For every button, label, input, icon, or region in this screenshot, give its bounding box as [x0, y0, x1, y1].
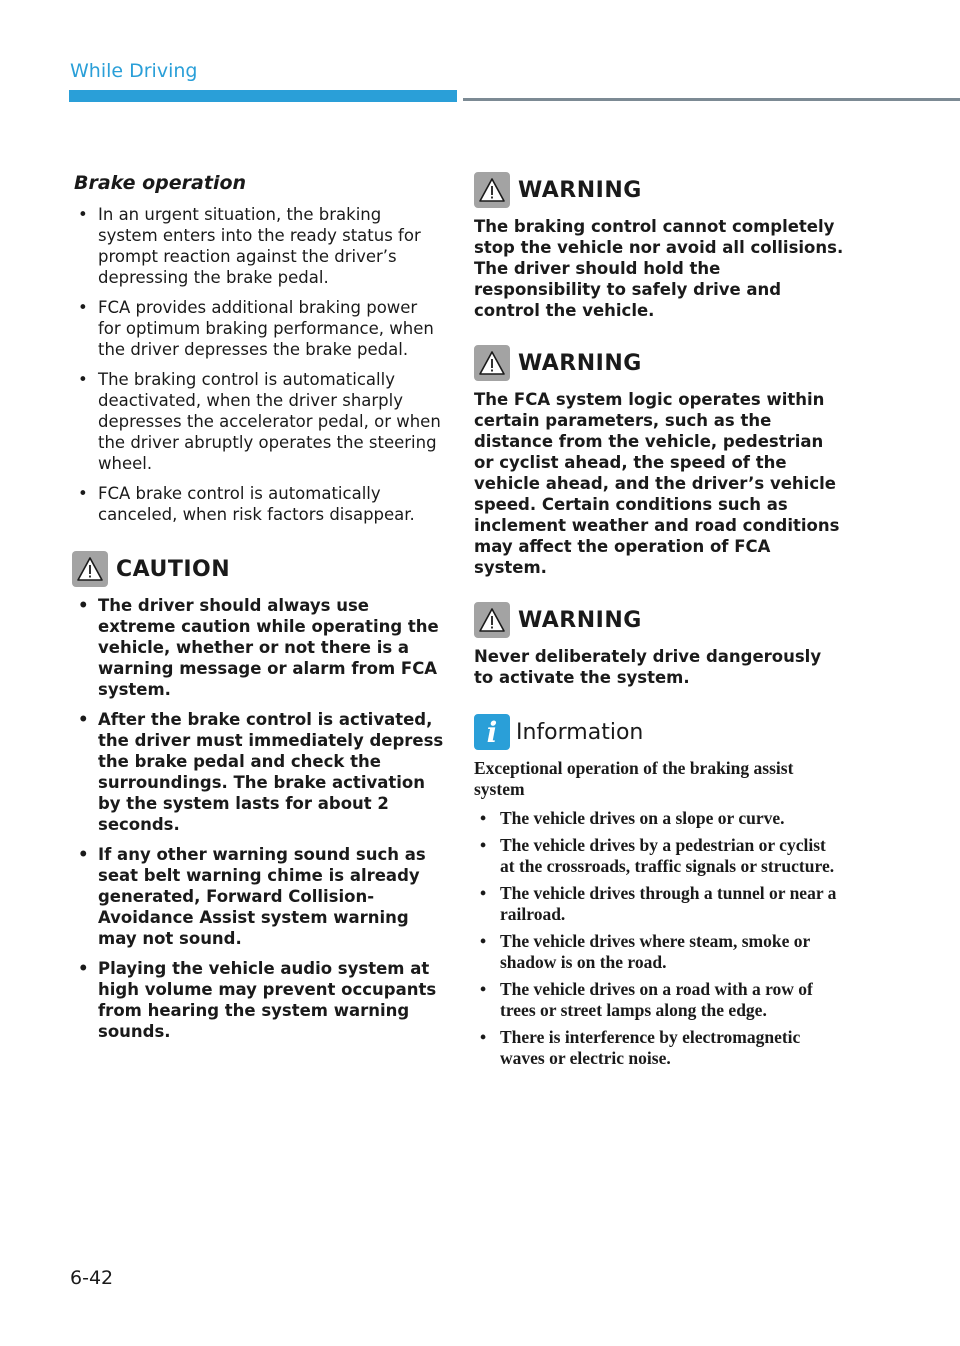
list-item: • The driver should always use extreme caution while operating the vehicle, whether or not there is a warning message or alarm from FCA system. [72, 595, 444, 700]
header-accent-rule [69, 90, 457, 102]
warning-text-1: The braking control cannot completely stop the vehicle nor avoid all collisions. The driver should hold the responsibility to safely drive and control the vehicle. [474, 217, 844, 320]
warning-label: WARNING [518, 607, 642, 633]
list-item: • Playing the vehicle audio system at high volume may prevent occupants from hearing the system warning sounds. [72, 958, 444, 1042]
list-item: • The braking control is automatically deactivated, when the driver sharply depresses the accelerator pedal, or when the driver abruptly operates the steering wheel. [72, 369, 444, 474]
header-divider-rule [463, 98, 960, 101]
warning-header-1 [474, 172, 844, 208]
list-item: • The vehicle drives by a pedestrian or cyclist at the crossroads, traffic signals or structure. [474, 835, 844, 877]
page-number: 6-42 [70, 1267, 114, 1289]
caution-header [72, 551, 444, 587]
warning-label: WARNING [518, 177, 642, 203]
list-item: • In an urgent situation, the braking system enters into the ready status for prompt reaction against the driver’s depressing the brake pedal. [72, 204, 444, 288]
list-item: • The vehicle drives on a road with a row of trees or street lamps along the edge. [474, 979, 844, 1021]
warning-triangle-icon [72, 551, 108, 587]
information-list [474, 808, 844, 1069]
list-item: • If any other warning sound such as seat belt warning chime is already generated, Forward Collision-Avoidance Assist system warning may not sound. [72, 844, 444, 949]
warning-triangle-icon [474, 345, 510, 381]
right-column [474, 172, 844, 1075]
warning-label: WARNING [518, 350, 642, 376]
warning-header-3 [474, 602, 844, 638]
list-item: • After the brake control is activated, the driver must immediately depress the brake pedal and check the surroundings. The brake activation by the system lasts for about 2 seconds. [72, 709, 444, 835]
brake-operation-title: Brake operation [74, 172, 247, 194]
list-item: • The vehicle drives through a tunnel or near a railroad. [474, 883, 844, 925]
list-item: • FCA brake control is automatically canceled, when risk factors disappear. [72, 483, 444, 525]
list-item: • The vehicle drives where steam, smoke or shadow is on the road. [474, 931, 844, 973]
warning-text-3: Never deliberately drive dangerously to activate the system. [474, 647, 822, 687]
information-label: Information [516, 719, 644, 745]
warning-header-2 [474, 345, 844, 381]
warning-triangle-icon [474, 602, 510, 638]
caution-label: CAUTION [116, 556, 231, 582]
brake-operation-list [72, 204, 444, 525]
info-icon: i [474, 714, 510, 750]
warning-text-2: The FCA system logic operates within certain parameters, such as the distance from the vehicle, pedestrian or cyclist ahead, the speed of the vehicle ahead, and the driver’s vehicle speed. Certain conditions such as inclement weather and road conditions may affect the operation of FCA system. [474, 390, 840, 577]
caution-list [72, 595, 444, 1042]
left-column [72, 172, 444, 1051]
information-header [474, 714, 844, 750]
information-intro: Exceptional operation of the braking assist system [474, 758, 794, 799]
list-item: • There is interference by electromagnetic waves or electric noise. [474, 1027, 844, 1069]
warning-triangle-icon [474, 172, 510, 208]
section-header-title: While Driving [70, 60, 198, 82]
list-item: • The vehicle drives on a slope or curve. [474, 808, 844, 829]
list-item: • FCA provides additional braking power for optimum braking performance, when the driver depresses the brake pedal. [72, 297, 444, 360]
